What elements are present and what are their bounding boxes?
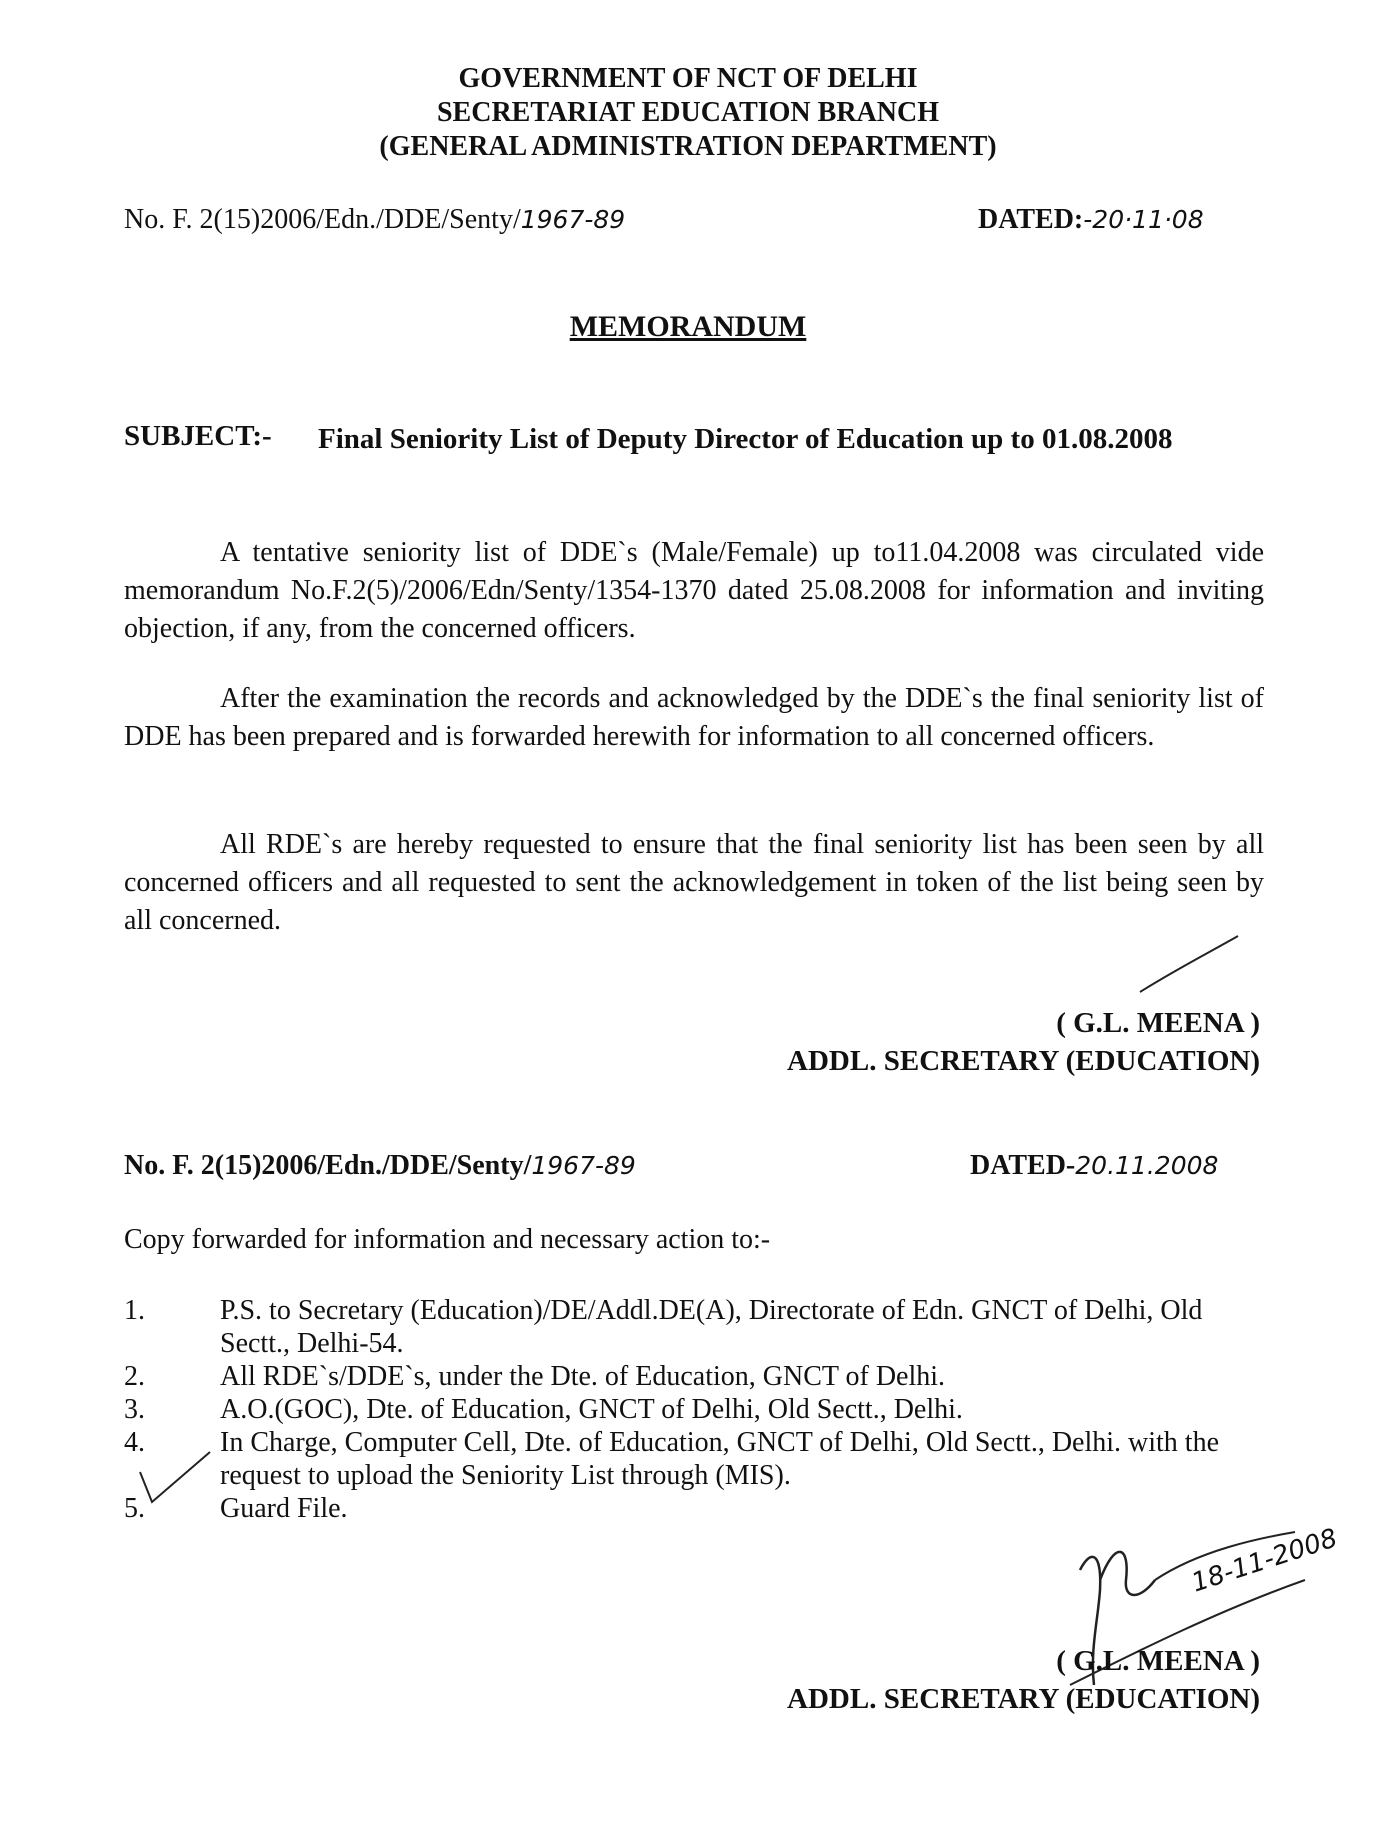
list-item (124, 1360, 1264, 1393)
list-item-text: A.O.(GOC), Dte. of Education, GNCT of Delhi, Old Sectt., Delhi. (220, 1394, 963, 1425)
signatory-name-2: ( G.L. MEENA ) (1056, 1645, 1260, 1677)
header-government: GOVERNMENT OF NCT OF DELHI (458, 63, 918, 94)
paragraph-2: After the examination the records and acknowledged by the DDE`s the final seniority list of DDE has been prepared and is forwarded herewith for information to all concerned officers. (124, 683, 1264, 752)
list-item (124, 1426, 1264, 1492)
dated-handwritten: -20·11·08 (1083, 205, 1204, 234)
dated-bottom (970, 1150, 1218, 1182)
list-item (124, 1393, 1264, 1426)
ref-number-prefix: No. F. 2(15)2006/Edn./DDE/Senty/ (124, 1150, 532, 1181)
signatory-title-2: ADDL. SECRETARY (EDUCATION) (787, 1683, 1260, 1715)
dated-label: DATED- (970, 1150, 1076, 1181)
distribution-list (124, 1294, 1264, 1525)
ref-number-handwritten: 1967-89 (520, 205, 626, 234)
list-item-text: Guard File. (220, 1493, 348, 1524)
paragraph-1: A tentative seniority list of DDE`s (Male/Female) up to11.04.2008 was circulated vide memorandum No.F.2(5)/2006/Edn/Senty/1354-1370 dated 25.08.2008 for information and inviting objection, if any, from the concerned officers. (124, 537, 1264, 644)
dated-top (978, 204, 1204, 236)
memo-title: MEMORANDUM (569, 310, 807, 343)
ref-number-prefix: No. F. 2(15)2006/Edn./DDE/Senty/ (124, 204, 521, 235)
list-item-text: All RDE`s/DDE`s, under the Dte. of Education, GNCT of Delhi. (220, 1361, 946, 1392)
list-item-number: 3. (124, 1394, 145, 1425)
list-item-text: P.S. to Secretary (Education)/DE/Addl.DE(A), Directorate of Edn. GNCT of Delhi, Old Sectt., Delhi-54. (220, 1295, 1203, 1359)
subject-text: Final Seniority List of Deputy Director of Education up to 01.08.2008 (318, 423, 1173, 455)
list-item-number: 4. (124, 1427, 145, 1458)
header-branch: SECRETARIAT EDUCATION BRANCH (436, 97, 939, 128)
handwritten-date: 18-11-2008 (1188, 1523, 1341, 1599)
dated-label: DATED: (978, 204, 1084, 235)
ref-number-top (124, 204, 625, 236)
header-department: (GENERAL ADMINISTRATION DEPARTMENT) (379, 131, 997, 162)
list-item (124, 1294, 1264, 1360)
dated-handwritten: 20.11.2008 (1075, 1151, 1219, 1180)
list-item-text: In Charge, Computer Cell, Dte. of Education, GNCT of Delhi, Old Sectt., Delhi. with the request to upload the Seniority List through (MIS). (220, 1427, 1220, 1491)
signatory-name-1: ( G.L. MEENA ) (1056, 1007, 1260, 1039)
checkmark-icon (136, 1450, 216, 1510)
ref-number-bottom (124, 1150, 636, 1182)
ref-number-handwritten: 1967-89 (531, 1151, 636, 1180)
list-item-number: 2. (124, 1361, 145, 1392)
list-item-number: 5. (124, 1493, 145, 1524)
copy-forwarded-line: Copy forwarded for information and necessary action to:- (124, 1224, 771, 1255)
signature-mark-1 (1130, 930, 1250, 1000)
list-item-number: 1. (124, 1295, 145, 1326)
signatory-title-1: ADDL. SECRETARY (EDUCATION) (787, 1045, 1260, 1077)
paragraph-3: All RDE`s are hereby requested to ensure that the final seniority list has been seen by all concerned officers and all requested to sent the acknowledgement in token of the list being seen by all concerned. (124, 829, 1264, 936)
subject-label: SUBJECT:- (124, 420, 272, 452)
